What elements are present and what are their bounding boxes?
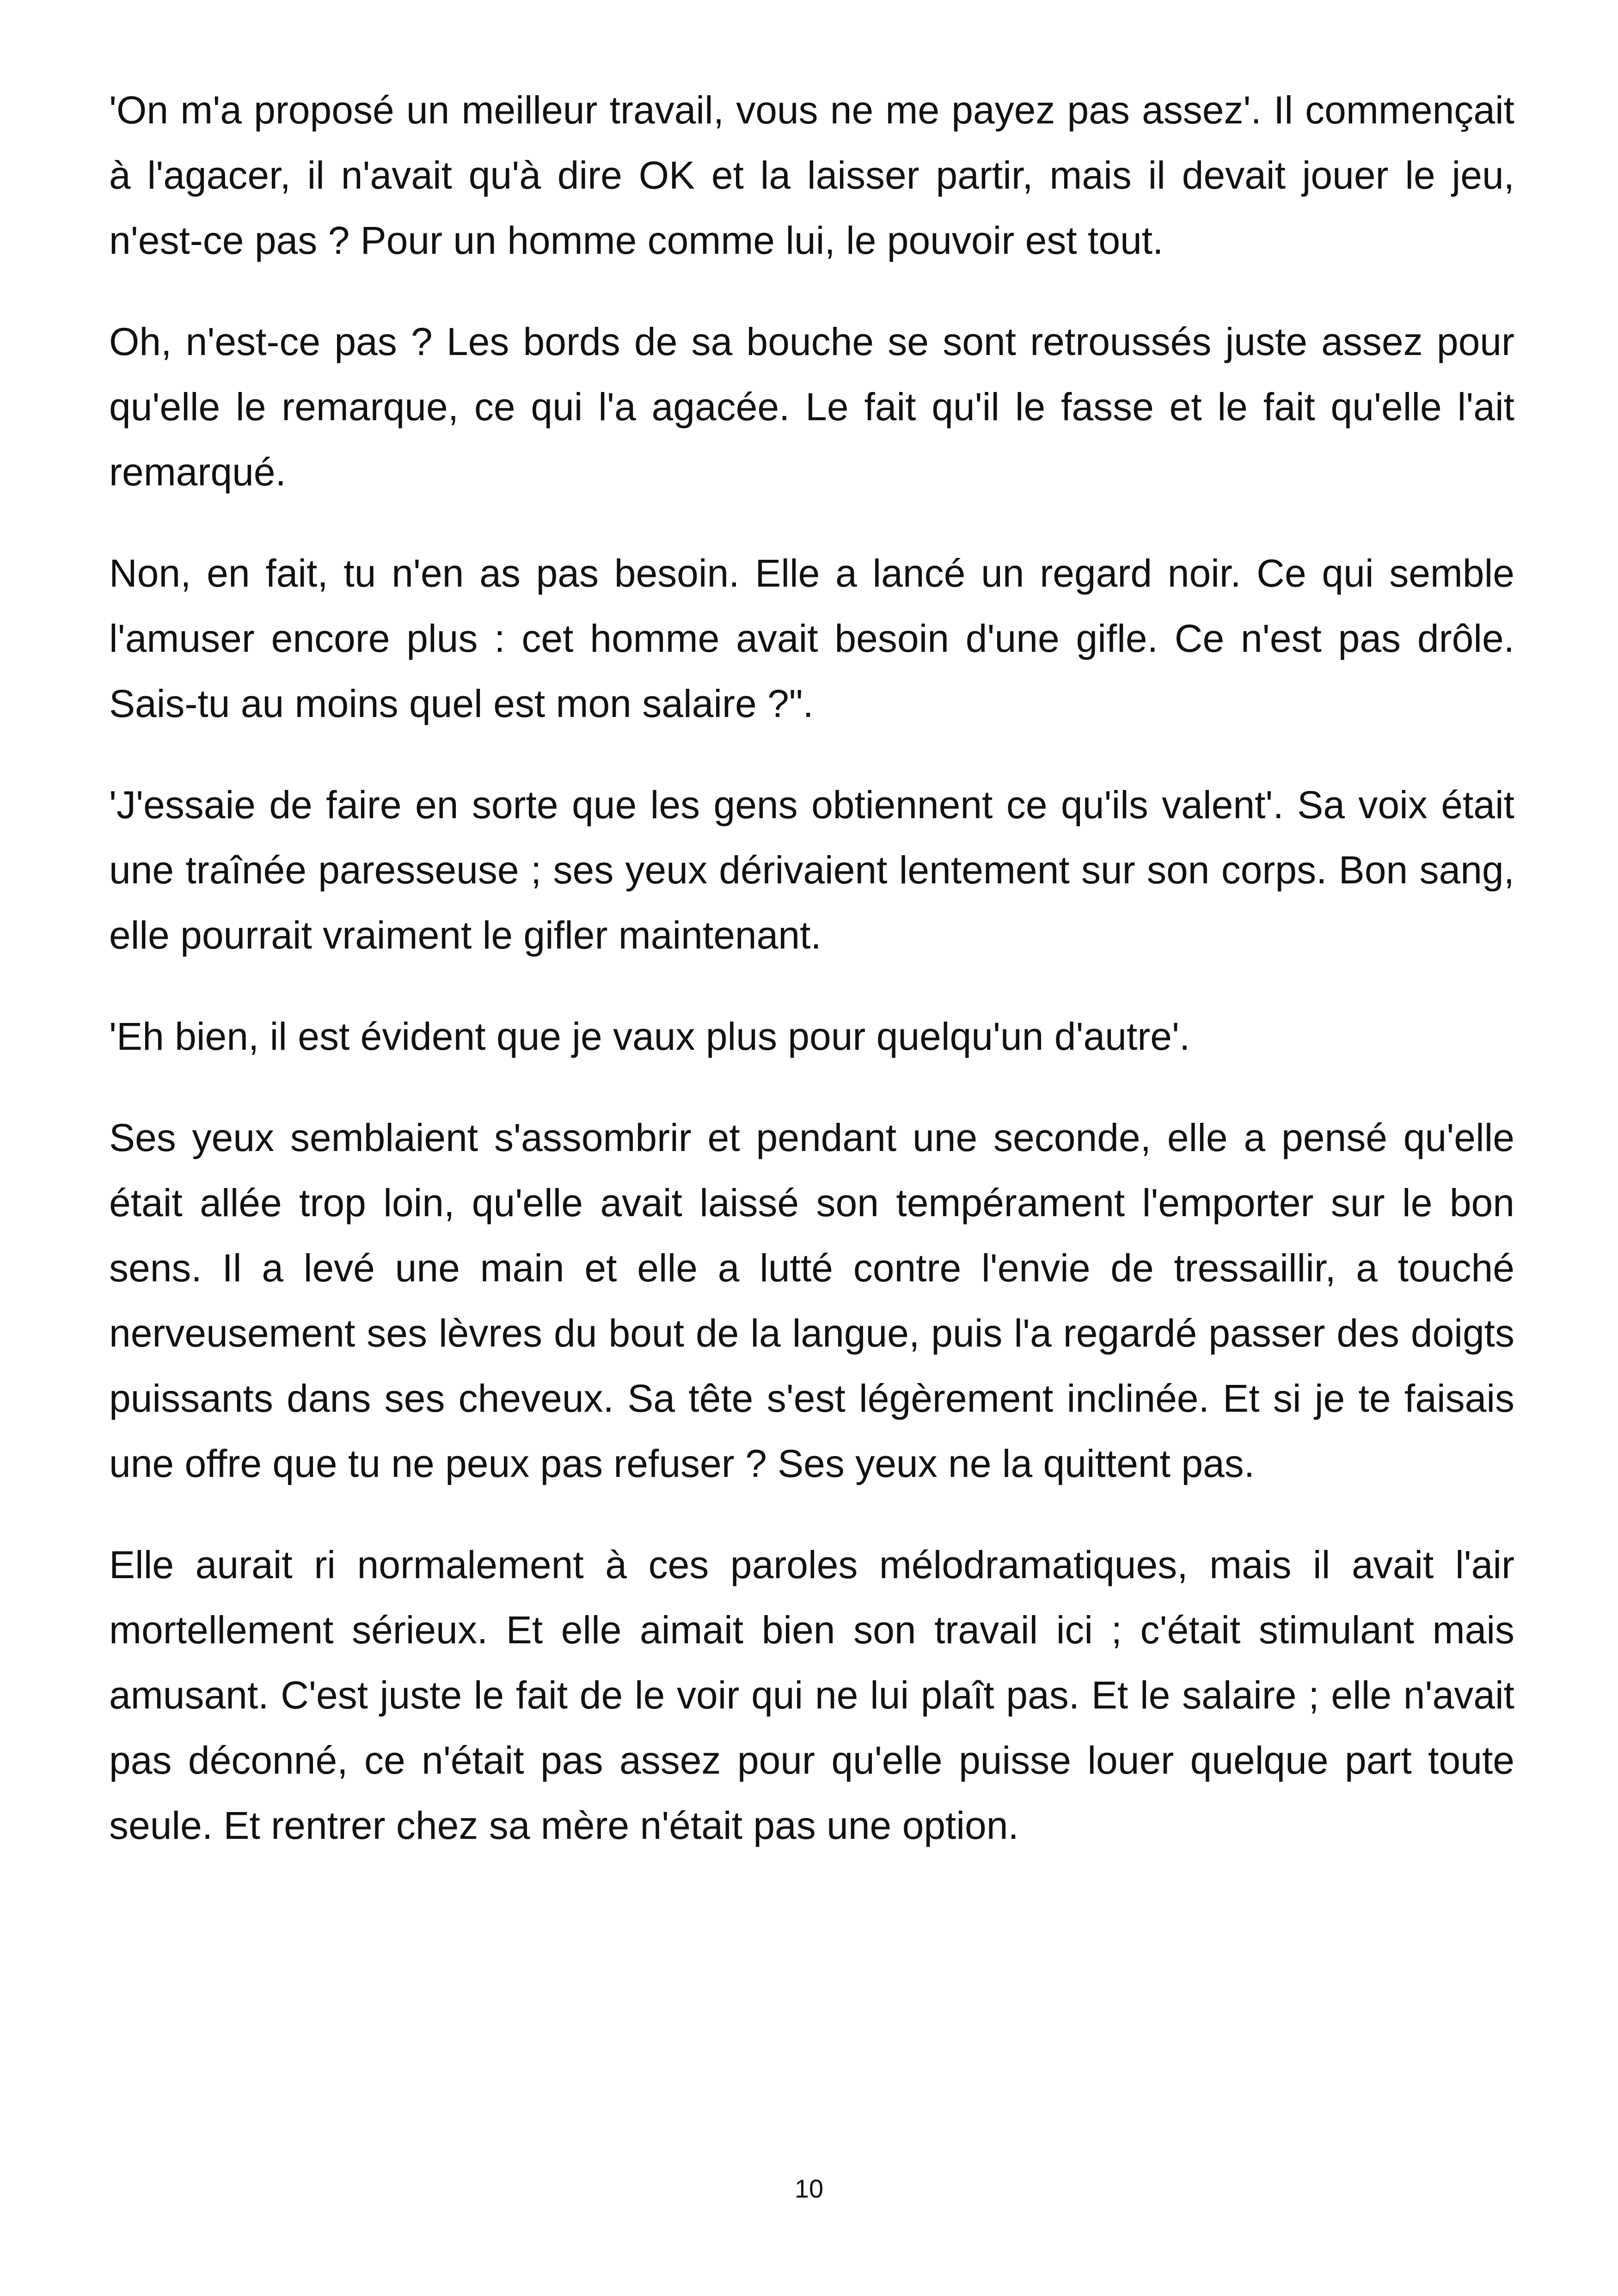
paragraph: Ses yeux semblaient s'assombrir et pendant une seconde, elle a pensé qu'elle était allée trop loin, qu'elle avait laissé son tempérament l'emporter sur le bon sens. Il a levé une main et elle a lutté contre l'envie de tressaillir, a touché nerveusement ses lèvres du bout de la langue, puis l'a regardé passer des doigts puissants dans ses cheveux. Sa tête s'est légèrement inclinée. Et si je te faisais une offre que tu ne peux pas refuser ? Ses yeux ne la quittent pas. [109, 1116, 1514, 1485]
paragraph: Non, en fait, tu n'en as pas besoin. Elle a lancé un regard noir. Ce qui semble l'amuser encore plus : cet homme avait besoin d'une gifle. Ce n'est pas drôle. Sais-tu au moins quel est mon salaire ?". [109, 551, 1514, 725]
page-number: 10 [794, 2174, 824, 2203]
body-text [109, 78, 1514, 1894]
paragraph: Oh, n'est-ce pas ? Les bords de sa bouche se sont retroussés juste assez pour qu'elle le remarque, ce qui l'a agacée. Le fait qu'il le fasse et le fait qu'elle l'ait remarqué. [109, 320, 1514, 494]
paragraph: 'J'essaie de faire en sorte que les gens obtiennent ce qu'ils valent'. Sa voix était une traînée paresseuse ; ses yeux dérivaient lentement sur son corps. Bon sang, elle pourrait vraiment le gifler maintenant. [109, 783, 1514, 957]
paragraph: 'On m'a proposé un meilleur travail, vous ne me payez pas assez'. Il commençait à l'agacer, il n'avait qu'à dire OK et la laisser partir, mais il devait jouer le jeu, n'est-ce pas ? Pour un homme comme lui, le pouvoir est tout. [109, 88, 1514, 262]
paragraph: 'Eh bien, il est évident que je vaux plus pour quelqu'un d'autre'. [109, 1015, 1190, 1058]
paragraph: Elle aurait ri normalement à ces paroles mélodramatiques, mais il avait l'air mortellement sérieux. Et elle aimait bien son travail ici ; c'était stimulant mais amusant. C'est juste le fait de le voir qui ne lui plaît pas. Et le salaire ; elle n'avait pas déconné, ce n'était pas assez pour qu'elle puisse louer quelque part toute seule. Et rentrer chez sa mère n'était pas une option. [109, 1543, 1514, 1847]
